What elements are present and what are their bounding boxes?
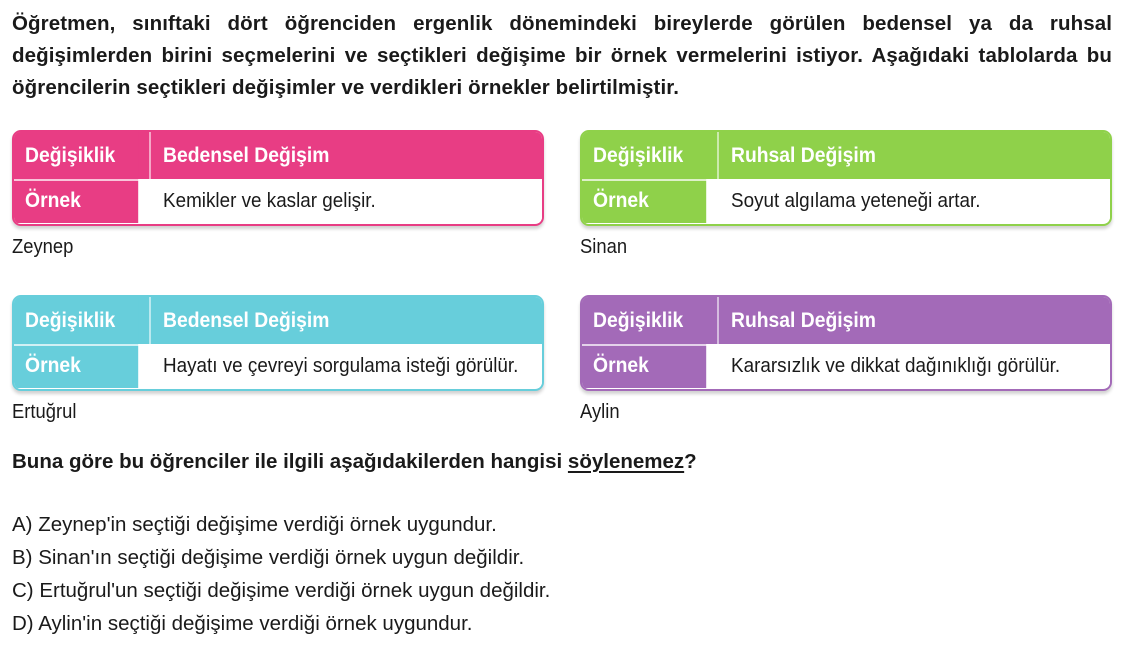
student-name-sinan: Sinan xyxy=(580,236,628,258)
negation-emphasis: söylenemez xyxy=(567,450,685,473)
student-name-zeynep: Zeynep xyxy=(12,236,74,258)
change-key-label: Değişiklik xyxy=(582,132,706,179)
change-key-label: Değişiklik xyxy=(14,132,138,179)
example-value: Kemikler ve kaslar gelişir. xyxy=(151,179,542,223)
change-key-label: Değişiklik xyxy=(14,297,138,344)
change-row xyxy=(14,297,542,344)
example-row xyxy=(582,344,1110,388)
change-value: Bedensel Değişim xyxy=(163,309,330,332)
change-value: Ruhsal Değişim xyxy=(731,309,876,332)
student-card-ertugrul xyxy=(12,295,544,391)
option-c[interactable]: C) Ertuğrul'un seçtiği değişime verdiği örnek uygun değildir. xyxy=(12,579,551,602)
example-row xyxy=(14,344,542,388)
option-b[interactable]: B) Sinan'ın seçtiği değişime verdiği örnek uygun değildir. xyxy=(12,546,525,569)
example-row xyxy=(14,179,542,223)
example-row xyxy=(582,179,1110,223)
example-key-label: Örnek xyxy=(14,344,138,388)
change-value: Ruhsal Değişim xyxy=(731,144,876,167)
student-card-sinan xyxy=(580,130,1112,226)
question-stem: Buna göre bu öğrenciler ile ilgili aşağıdakilerden hangisi söylenemez? xyxy=(12,450,697,473)
change-value: Bedensel Değişim xyxy=(163,144,330,167)
example-value: Hayatı ve çevreyi sorgulama isteği görülür. xyxy=(151,344,542,388)
student-name-ertugrul: Ertuğrul xyxy=(12,401,77,423)
example-value: Kararsızlık ve dikkat dağınıklığı görülür. xyxy=(719,344,1110,388)
student-card-zeynep xyxy=(12,130,544,226)
example-value: Soyut algılama yeteneği artar. xyxy=(719,179,1110,223)
change-row xyxy=(582,132,1110,179)
change-key-label: Değişiklik xyxy=(582,297,706,344)
change-row xyxy=(582,297,1110,344)
example-key-label: Örnek xyxy=(582,179,706,223)
student-name-aylin: Aylin xyxy=(580,401,620,423)
change-row xyxy=(14,132,542,179)
option-a[interactable]: A) Zeynep'in seçtiği değişime verdiği örnek uygundur. xyxy=(12,513,497,536)
student-card-aylin xyxy=(580,295,1112,391)
answer-options xyxy=(12,508,550,640)
option-d[interactable]: D) Aylin'in seçtiği değişime verdiği örnek uygundur. xyxy=(12,612,473,635)
example-key-label: Örnek xyxy=(582,344,706,388)
example-key-label: Örnek xyxy=(14,179,138,223)
question-intro: Öğretmen, sınıftaki dört öğrenciden ergenlik dönemindeki bireylerde görülen bedensel ya da ruhsal değişimlerden birini seçmelerini ve seçtikleri değişime bir örnek vermelerini istiyor. Aşağıdaki tablolarda bu öğrencilerin seçtikleri değişimler ve verdikleri örnekler belirtilmiştir. xyxy=(12,12,1112,99)
